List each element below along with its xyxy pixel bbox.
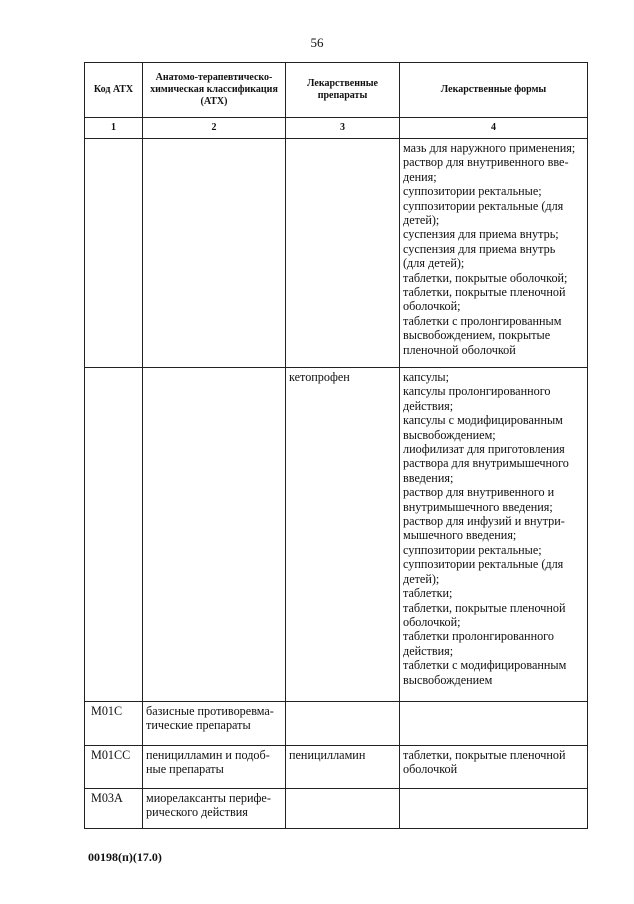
table-row — [85, 746, 588, 789]
dosage-forms-cell — [400, 746, 588, 789]
dosage-form-line: детей); — [403, 571, 440, 586]
table-row — [85, 368, 588, 702]
atc-code-cell — [85, 139, 143, 368]
dosage-form-line: капсулы с модифицированным — [403, 413, 563, 428]
table-row — [85, 789, 588, 829]
dosage-forms-cell — [400, 139, 588, 368]
dosage-form-line: (для детей); — [403, 256, 465, 271]
dosage-forms-cell — [400, 702, 588, 746]
dosage-form-line: раствор для внутривенного и — [403, 485, 555, 500]
column-number: 1 — [85, 118, 143, 139]
atc-classification-line: пеницилламин и подоб- — [146, 748, 270, 762]
atc-classification-cell — [143, 139, 286, 368]
atc-code-cell: M01CC — [85, 746, 143, 789]
dosage-form-line: суспензия для приема внутрь; — [403, 227, 559, 242]
dosage-forms-cell — [400, 368, 588, 702]
atc-classification-line: миорелаксанты перифе- — [146, 791, 271, 805]
atc-classification-cell — [143, 702, 286, 746]
dosage-form-line: высвобождением — [403, 672, 493, 687]
dosage-form-line: таблетки пролонгированного — [403, 629, 554, 644]
dosage-form-line: суппозитории ректальные (для — [403, 198, 564, 213]
dosage-form-line: оболочкой — [403, 762, 458, 777]
table-row — [85, 139, 588, 368]
atc-classification-line: ные препараты — [146, 762, 224, 777]
dosage-form-line: оболочкой; — [403, 614, 461, 629]
header-dosage-forms: Лекарственные формы — [400, 63, 588, 118]
dosage-form-line: раствора для внутримышечного — [403, 456, 569, 471]
table-header-row — [85, 63, 588, 118]
dosage-form-line: суппозитории ректальные; — [403, 184, 542, 199]
dosage-form-line: суппозитории ректальные; — [403, 542, 542, 557]
dosage-form-line: действия; — [403, 643, 454, 658]
page-number: 56 — [310, 35, 324, 50]
drug-cell: кетопрофен — [286, 368, 400, 702]
dosage-form-line: суппозитории ректальные (для — [403, 557, 564, 572]
dosage-form-line: таблетки, покрытые пленочной — [403, 748, 566, 762]
dosage-form-line: внутримышечного введения; — [403, 499, 553, 514]
drug-cell: пеницилламин — [286, 746, 400, 789]
dosage-form-line: высвобождением; — [403, 427, 496, 442]
column-number-row — [85, 118, 588, 139]
drug-cell — [286, 789, 400, 829]
atc-code-cell — [85, 368, 143, 702]
dosage-form-line: введения; — [403, 470, 454, 485]
atc-classification-cell — [143, 746, 286, 789]
dosage-form-line: лиофилизат для приготовления — [403, 442, 565, 457]
dosage-form-line: таблетки, покрытые оболочкой; — [403, 270, 568, 285]
dosage-form-line: пленочной оболочкой — [403, 342, 516, 357]
dosage-form-line: мышечного введения; — [403, 528, 517, 543]
column-number: 3 — [286, 118, 400, 139]
atc-classification-cell — [143, 368, 286, 702]
dosage-form-line: раствор для инфузий и внутри- — [403, 514, 565, 529]
column-number: 2 — [143, 118, 286, 139]
drug-cell — [286, 702, 400, 746]
dosage-form-line: детей); — [403, 213, 440, 228]
dosage-form-line: дения; — [403, 169, 437, 184]
atc-code-cell: M03A — [85, 789, 143, 829]
atc-table — [84, 62, 588, 829]
dosage-form-line: таблетки, покрытые пленочной — [403, 600, 566, 615]
dosage-form-line: таблетки, покрытые пленочной — [403, 285, 566, 300]
dosage-form-line: таблетки с пролонгированным — [403, 313, 562, 328]
dosage-form-line: высвобождением, покрытые — [403, 328, 551, 343]
dosage-form-line: таблетки с модифицированным — [403, 658, 567, 673]
dosage-form-line: мазь для наружного применения; — [403, 141, 576, 155]
dosage-form-line: оболочкой; — [403, 299, 461, 314]
dosage-forms-cell — [400, 789, 588, 829]
table-row — [85, 702, 588, 746]
dosage-form-line: капсулы пролонгированного — [403, 384, 551, 399]
dosage-form-line: суспензия для приема внутрь — [403, 241, 556, 256]
atc-classification-line: базисные противоревма- — [146, 704, 274, 718]
header-atc-code: Код АТХ — [85, 63, 143, 118]
atc-classification-cell — [143, 789, 286, 829]
atc-classification-line: тические препараты — [146, 718, 251, 733]
atc-classification-line: рического действия — [146, 805, 248, 820]
header-drugs: Лекарственные препараты — [286, 63, 400, 118]
dosage-form-line: раствор для внутривенного вве- — [403, 155, 569, 170]
dosage-form-line: действия; — [403, 398, 454, 413]
column-number: 4 — [400, 118, 588, 139]
dosage-form-line: таблетки; — [403, 586, 453, 601]
document-code: 00198(п)(17.0) — [88, 850, 162, 864]
atc-code-cell: M01C — [85, 702, 143, 746]
header-atc-classification: Анатомо-терапевтическо-химическая классификация (АТХ) — [143, 63, 286, 118]
dosage-form-line: капсулы; — [403, 370, 449, 384]
drug-cell — [286, 139, 400, 368]
